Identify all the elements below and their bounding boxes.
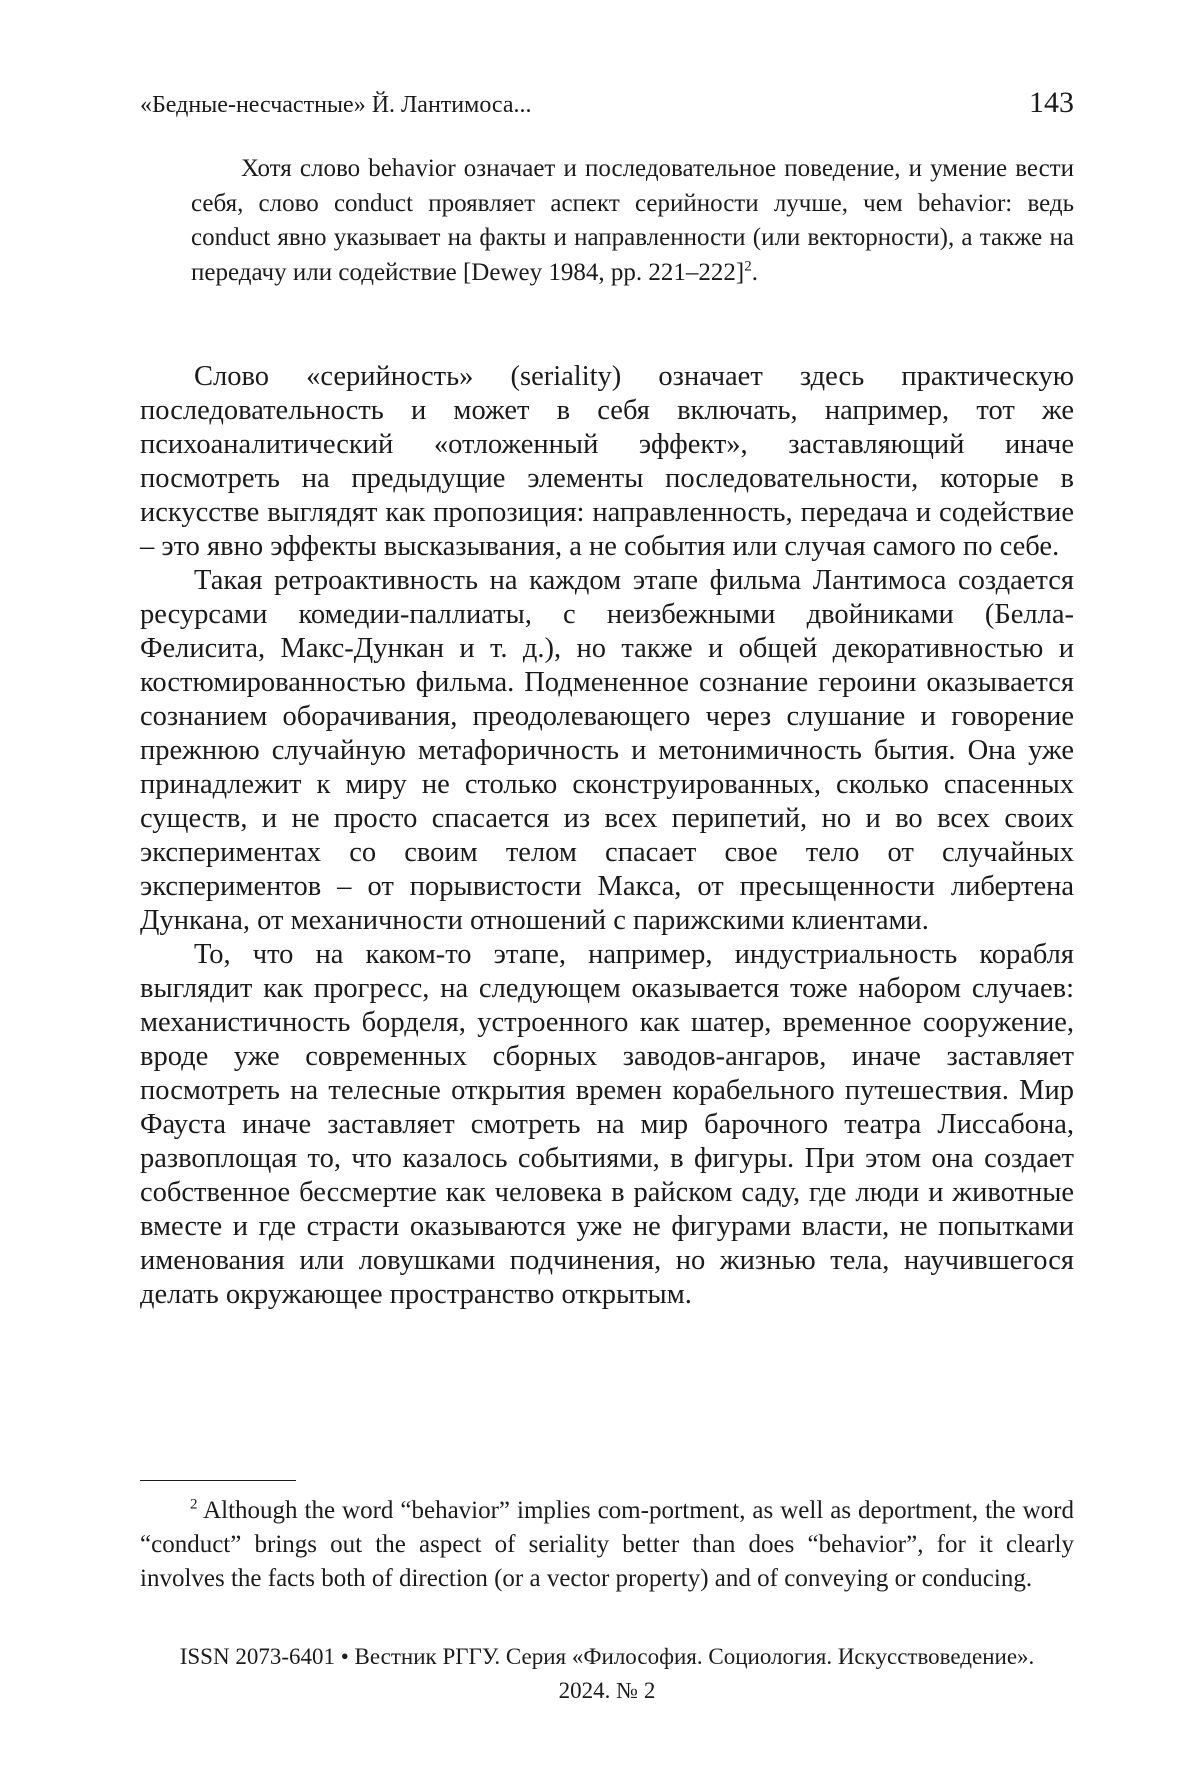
paragraph-2: Такая ретроактивность на каждом этапе фильма Лантимоса создается ресурсами комедии-паллиаты, с неизбежными двойниками (Белла-Фелисита, Макс-Дункан и т. д.), но также и общей декоративностью и костюмированностью фильма. Подмененное сознание героини оказывается сознанием оборачивания, преодолевающего через слушание и говорение прежнюю случайную метафоричность и метонимичность бытия. Она уже принадлежит к миру не столько сконструированных, сколько спасенных существ, и не просто спасается из всех перипетий, но и во всех своих экспериментах со своим телом спасает свое тело от случайных экспериментов – от порывистости Макса, от пресыщенности либертена Дункана, от механичности отношений с парижскими клиентами. — [140, 564, 1074, 938]
paragraph-3: То, что на каком-то этапе, например, индустриальность корабля выглядит как прогресс, на следующем оказывается тоже набором случаев: механистичность борделя, устроенного как шатер, временное сооружение, вроде уже современных сборных заводов-ангаров, иначе заставляет посмотреть на телесные открытия времен корабельного путешествия. Мир Фауста иначе заставляет смотреть на мир барочного театра Лиссабона, развоплощая то, что казалось событиями, в фигуры. При этом она создает собственное бессмертие как человека в райском саду, где люди и животные вместе и где страсти оказываются уже не фигурами власти, не попытками именования или ловушками подчинения, но жизнью тела, научившегося делать окружающее пространство открытым. — [140, 938, 1074, 1312]
paragraph-1: Слово «серийность» (seriality) означает здесь практическую последовательность и может в себя включать, например, тот же психоаналитический «отложенный эффект», заставляющий иначе посмотреть на предыдущие элементы последовательности, которые в искусстве выглядят как пропозиция: направленность, передача и содействие – это явно эффекты высказывания, а не события или случая самого по себе. — [140, 360, 1074, 564]
page-footer — [140, 1640, 1074, 1708]
running-title: «Бедные-несчастные» Й. Лантимоса... — [140, 92, 532, 119]
footer-issn-line: ISSN 2073-6401 • Вестник РГГУ. Серия «Философия. Социология. Искусствоведение». — [140, 1640, 1074, 1674]
footnote-reference[interactable]: 2 — [744, 258, 752, 274]
running-header — [140, 86, 1074, 120]
block-quote — [140, 152, 1074, 290]
footer-issue-line: 2024. № 2 — [140, 1674, 1074, 1708]
journal-page — [0, 0, 1200, 1780]
footnote-number: 2 — [190, 1497, 198, 1513]
footnote-divider — [140, 1480, 296, 1481]
page-number: 143 — [1029, 86, 1074, 120]
footnote — [140, 1494, 1074, 1596]
footnote-text: Although the word “behavior” implies com-portment, as well as deportment, the word “conduct” brings out the aspect of seriality better than does “behavior”, for it clearly involves the facts both of direction (or a vector property) and of conveying or conducing. — [140, 1497, 1074, 1592]
block-quote-text: Хотя слово behavior означает и последовательное поведение, и умение вести себя, слово conduct проявляет аспект серийности лучше, чем behavior: ведь conduct явно указывает на факты и направленности (или векторности), а также на передачу или содействие [Dewey 1984, pp. 221–222]2. — [191, 152, 1074, 290]
body-text — [140, 360, 1074, 1312]
